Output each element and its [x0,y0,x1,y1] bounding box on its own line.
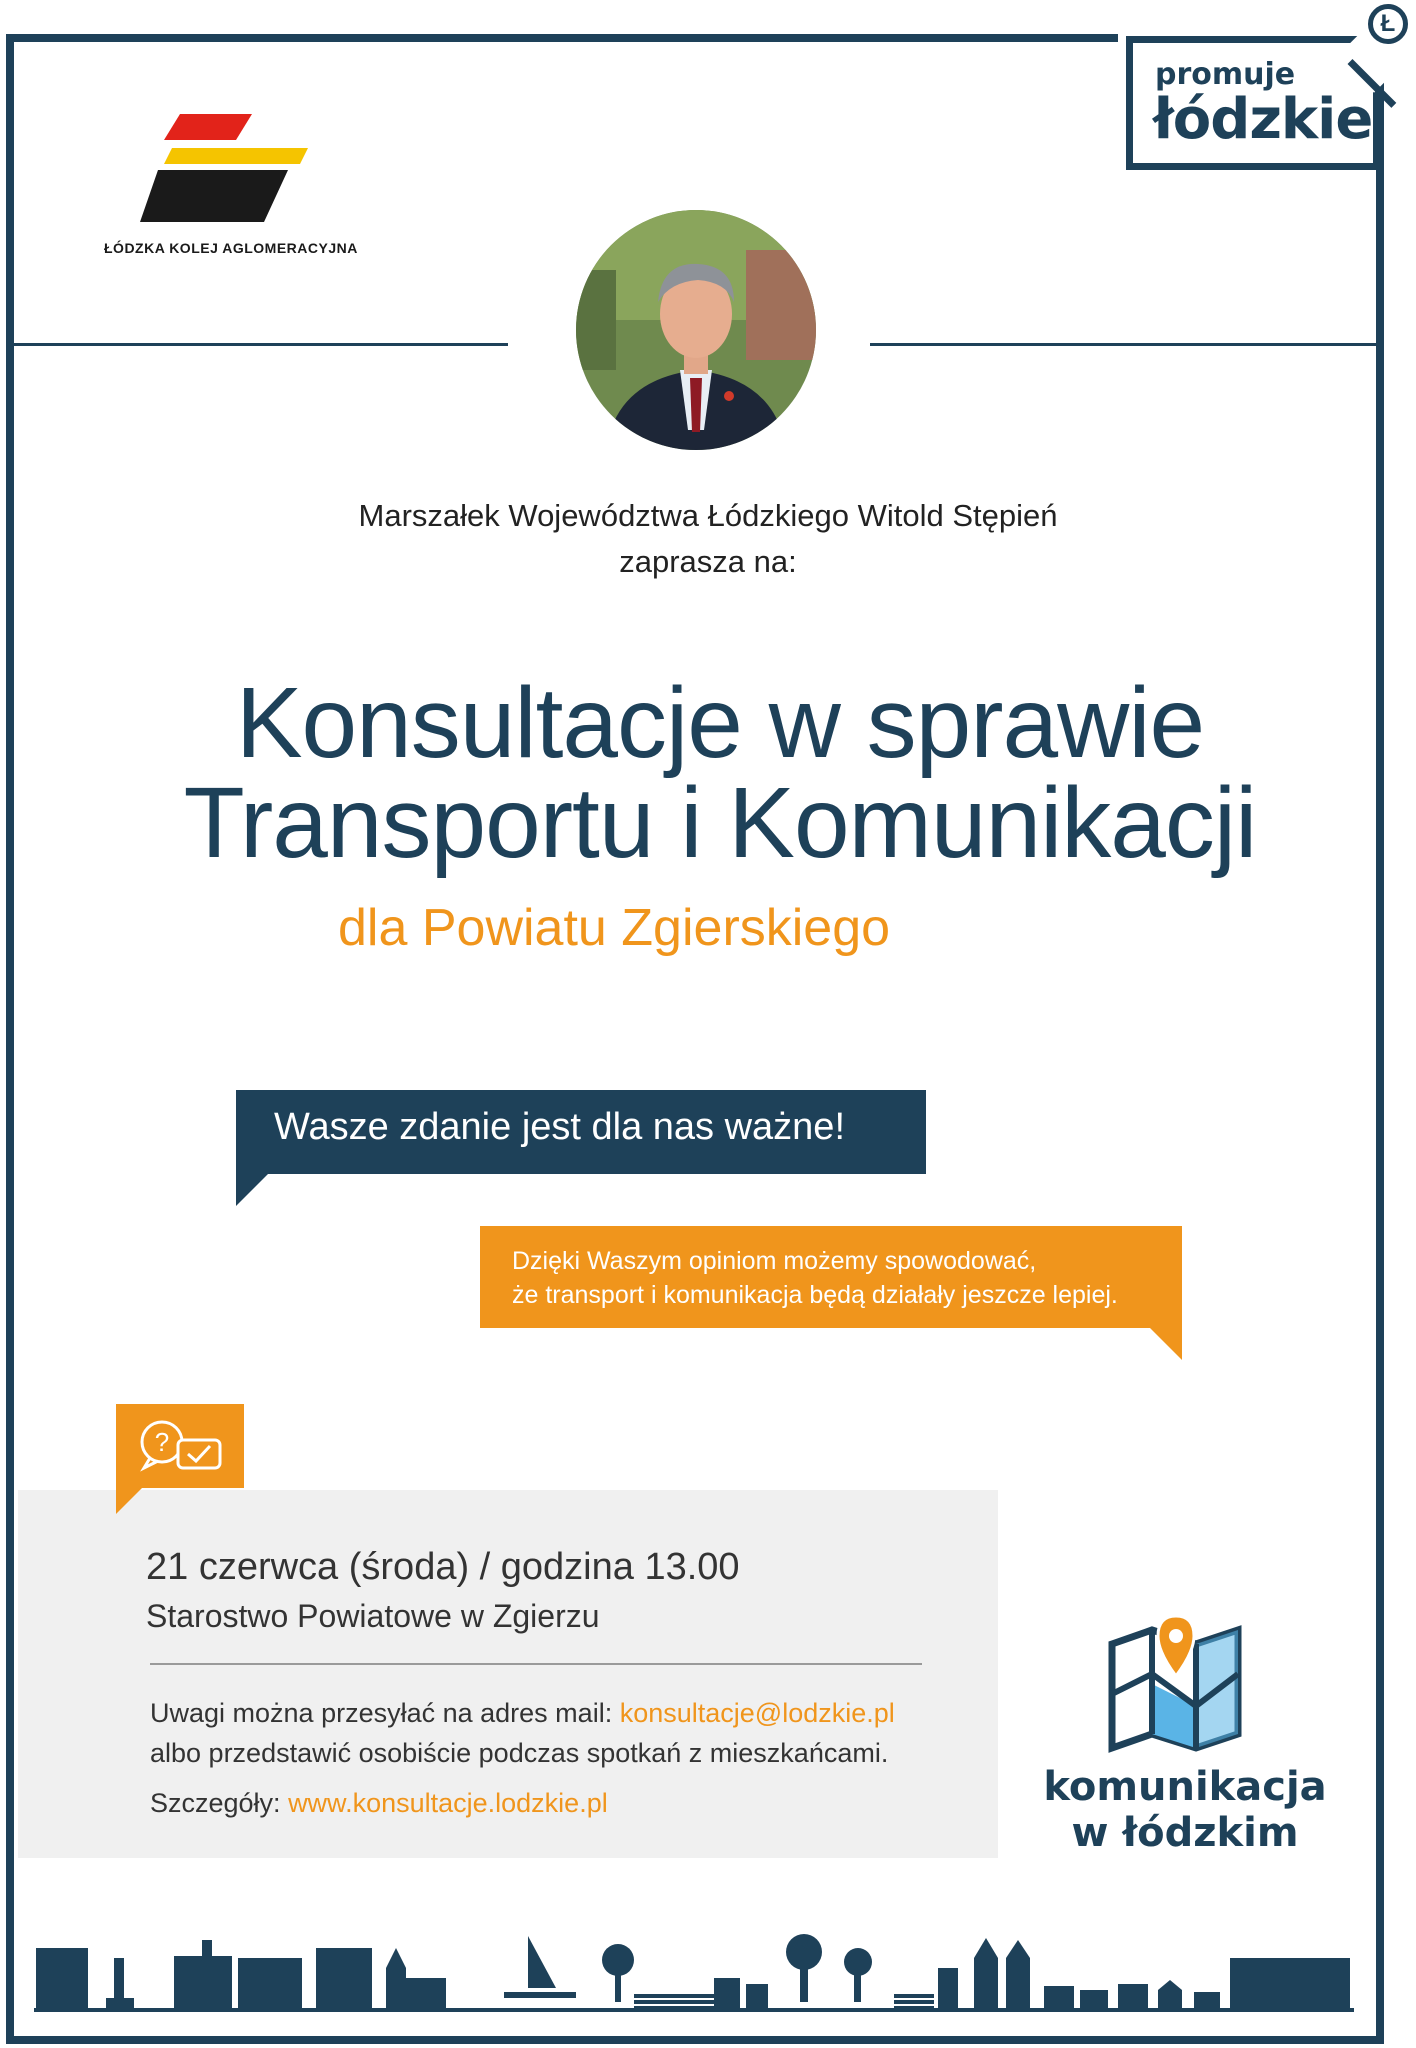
badge-line1: promuje [1155,57,1296,92]
question-check-icon [116,1404,244,1488]
bubble-orange-tail [1148,1326,1182,1360]
divider-left [14,343,508,346]
city-skyline-illustration [34,1928,1354,2012]
bubble-orange-line2: że transport i komunikacja będą działały jeszcze lepiej. [512,1281,1118,1309]
badge-line2: łódzkie [1153,87,1373,152]
invite-line2: zaprasza na: [619,544,797,579]
headline-line1: Konsultacje w sprawie [235,667,1205,779]
lka-logo [140,110,320,230]
contact-mail-line [150,1698,895,1729]
bubble-navy-text: Wasze zdanie jest dla nas ważne! [274,1106,846,1148]
marshal-portrait [576,210,816,450]
details-url-link[interactable]: www.konsultacje.lodzkie.pl [288,1788,608,1818]
speech-bubble-navy [236,1090,926,1174]
lodzkie-circle-icon: Ł [1368,4,1408,44]
question-icon-tail [116,1486,144,1514]
brand-line1: komunikacja [1043,1764,1327,1810]
divider-right [870,343,1382,346]
headline-line2: Transportu i Komunikacji [183,767,1257,879]
contact-mail-link[interactable]: konsultacje@lodzkie.pl [619,1698,895,1728]
bubble-orange-line1: Dzięki Waszym opiniom możemy spowodować, [512,1247,1037,1275]
details-prefix: Szczegóły: [150,1788,289,1818]
event-date: 21 czerwca (środa) / godzina 13.00 [146,1546,740,1588]
brand-line2: w łódzkim [1071,1810,1299,1856]
contact-line2: albo przedstawić osobiście podczas spotkań z mieszkańcami. [150,1738,889,1768]
invite-line1: Marszałek Województwa Łódzkiego Witold Stępień [358,498,1058,533]
info-divider [150,1663,922,1665]
contact-mail-prefix: Uwagi można przesyłać na adres mail: [150,1698,620,1728]
event-place: Starostwo Powiatowe w Zgierzu [146,1598,600,1634]
svg-text:?: ? [154,1427,170,1457]
speech-bubble-orange [480,1226,1182,1328]
map-pin-icon [1100,1614,1250,1764]
headline-subline: dla Powiatu Zgierskiego [338,899,891,957]
lka-name: ŁÓDZKA KOLEJ AGLOMERACYJNA [104,240,358,256]
bubble-navy-tail [236,1172,270,1206]
details-line [150,1788,608,1819]
